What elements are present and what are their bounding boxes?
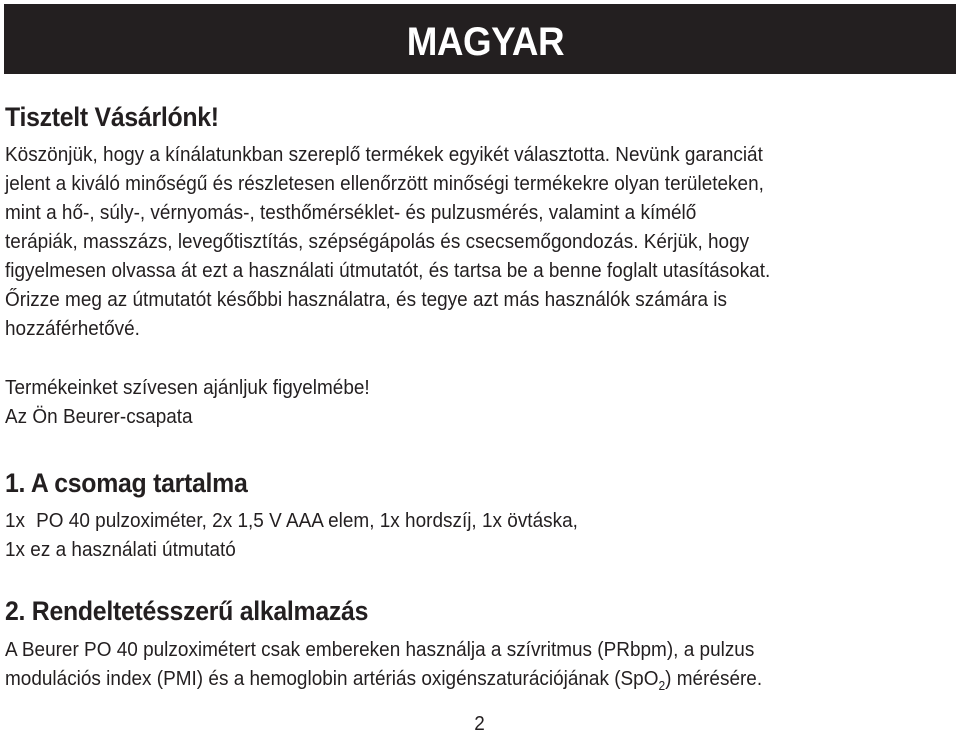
package-contents bbox=[5, 506, 578, 564]
closing-line: Termékeinket szívesen ajánljuk figyelmébe! bbox=[5, 376, 370, 399]
intro-line: Őrizze meg az útmutatót későbbi használatra, és tegye azt más használók számára is bbox=[5, 288, 727, 311]
intro-line: terápiák, masszázs, levegőtisztítás, szépségápolás és csecsemőgondozás. Kérjük, hogy bbox=[5, 230, 750, 253]
intended-use-line: A Beurer PO 40 pulzoximétert csak embereken használja a szívritmus (PRbpm), a pulzus bbox=[5, 638, 755, 661]
intro-line: jelent a kiváló minőségű és részletesen ellenőrzött minőségi termékekre olyan területeken, bbox=[5, 172, 764, 195]
intended-use-line bbox=[5, 664, 762, 693]
closing-paragraph bbox=[5, 373, 370, 431]
intended-use-paragraph bbox=[5, 635, 762, 693]
intended-use-text-end: ) mérésére. bbox=[665, 667, 763, 690]
intro-line: figyelmesen olvassa át ezt a használati útmutatót, és tartsa be a benne foglalt utasításokat. bbox=[5, 259, 771, 282]
intended-use-text: modulációs index (PMI) és a hemoglobin artériás oxigénszaturációjának (SpO bbox=[5, 667, 659, 690]
greeting-heading: Tisztelt Vásárlónk! bbox=[5, 102, 219, 132]
intro-line: Köszönjük, hogy a kínálatunkban szereplő termékek egyikét választotta. Nevünk garanciát bbox=[5, 143, 763, 166]
signature-line: Az Ön Beurer-csapata bbox=[5, 405, 193, 428]
language-title: MAGYAR bbox=[406, 20, 564, 64]
spo2-subscript: 2 bbox=[658, 678, 666, 694]
contents-items: PO 40 pulzoximéter, 2x 1,5 V AAA elem, 1x hordszíj, 1x övtáska, bbox=[36, 509, 578, 532]
intro-line: hozzáférhetővé. bbox=[5, 317, 140, 340]
intro-paragraph bbox=[5, 140, 770, 343]
section-1-heading: 1. A csomag tartalma bbox=[5, 468, 248, 498]
contents-line: 1x ez a használati útmutató bbox=[5, 538, 236, 561]
section-2-heading: 2. Rendeltetésszerű alkalmazás bbox=[5, 596, 369, 626]
header-bar bbox=[4, 4, 956, 74]
contents-quantity: 1x bbox=[5, 509, 26, 532]
intro-line: mint a hő-, súly-, vérnyomás-, testhőmérséklet- és pulzusmérés, valamint a kímélő bbox=[5, 201, 697, 224]
contents-line bbox=[5, 506, 578, 535]
page-number: 2 bbox=[474, 712, 485, 735]
